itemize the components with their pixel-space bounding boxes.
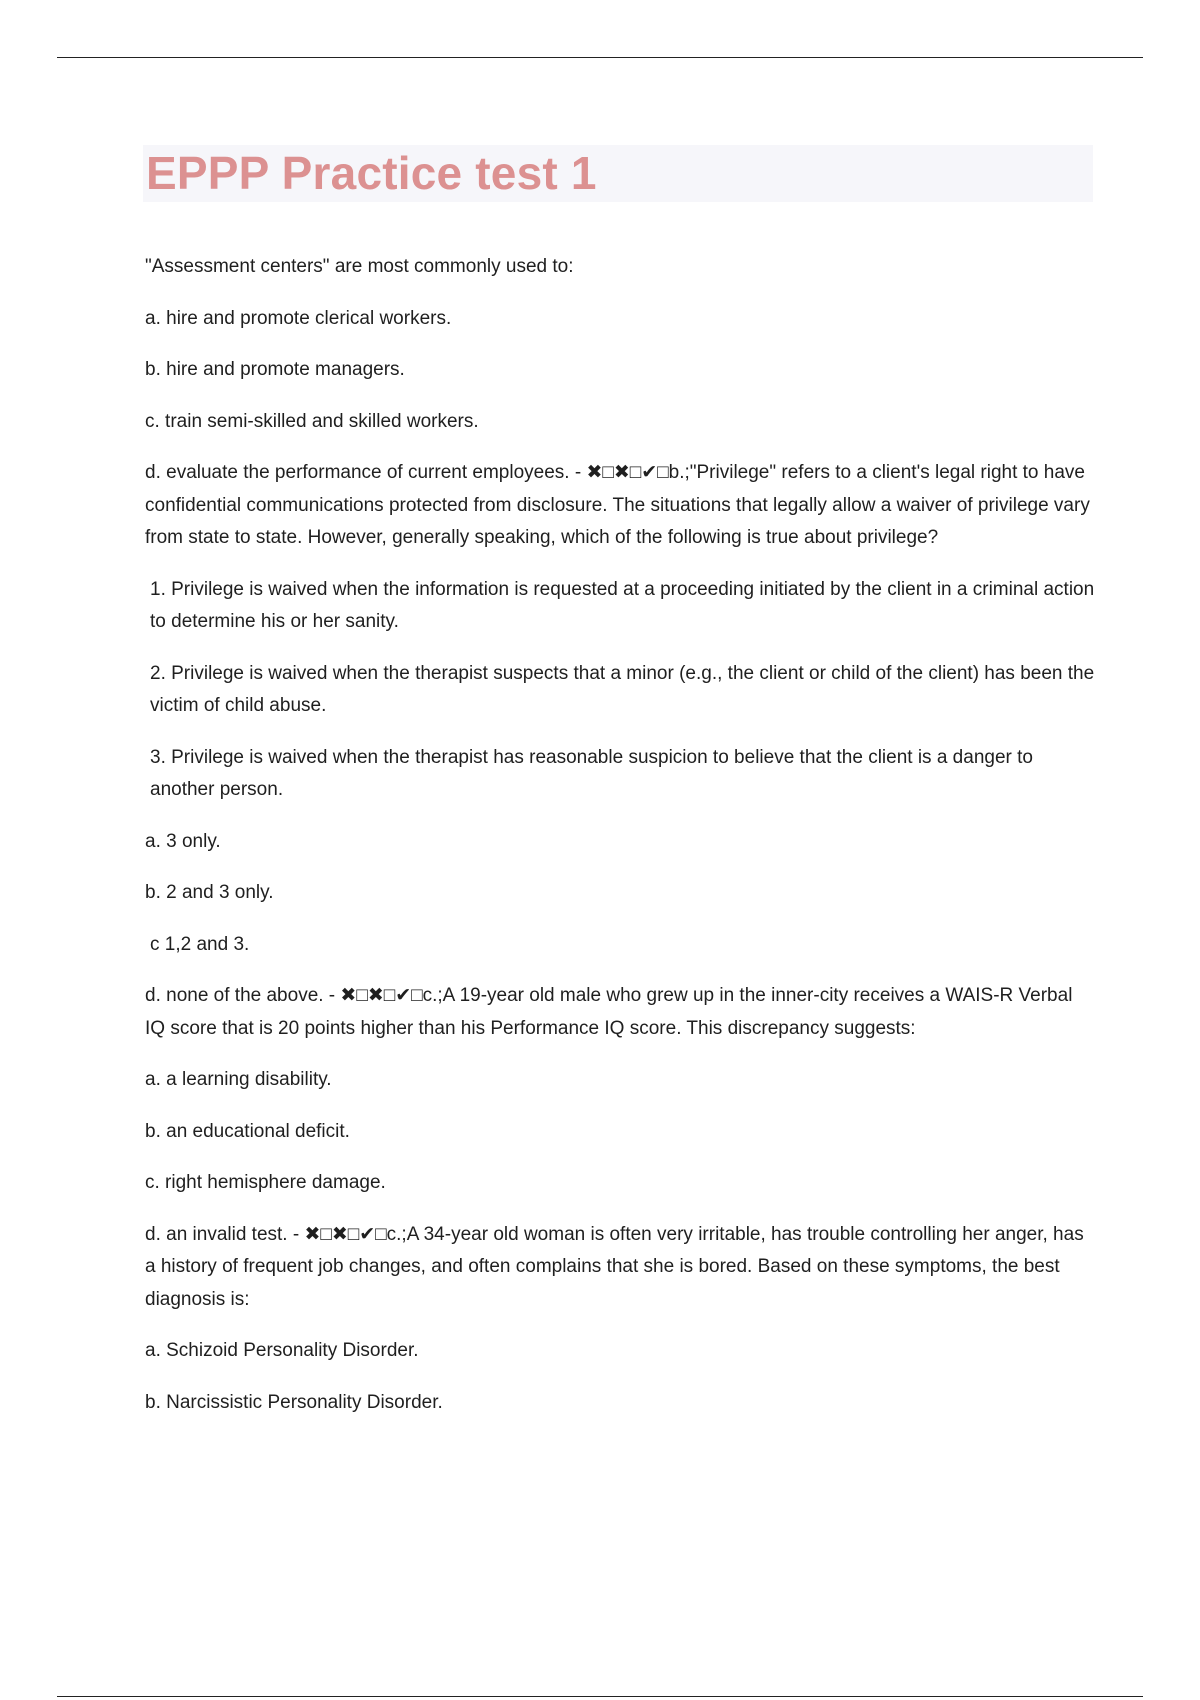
answer-option: b. Narcissistic Personality Disorder. bbox=[145, 1391, 443, 1413]
answer-option: b. an educational deficit. bbox=[145, 1120, 350, 1142]
numbered-statement: 2. Privilege is waived when the therapist suspects that a minor (e.g., the client or child of the client) has been the victim of child abuse. bbox=[150, 662, 1095, 716]
answer-option: a. Schizoid Personality Disorder. bbox=[145, 1340, 419, 1361]
answer-option: b. 2 and 3 only. bbox=[145, 882, 274, 903]
answer-option-with-next-question: d. an invalid test. - ✖□✖□✔□c.;A 34-year old woman is often very irritable, has trouble controlling her anger, has a history of frequent job changes, and often complains that she is bored. Based on these symptoms, the best diagnosis is: bbox=[145, 1223, 1084, 1310]
answer-option: c 1,2 and 3. bbox=[150, 933, 250, 955]
numbered-statement: 1. Privilege is waived when the information is requested at a proceeding initiated by the client in a criminal action to determine his or her sanity. bbox=[150, 578, 1095, 632]
answer-option: c. train semi-skilled and skilled workers. bbox=[145, 410, 479, 432]
footer-rule bbox=[57, 1696, 1143, 1697]
page-title: EPPP Practice test 1 bbox=[146, 147, 597, 199]
answer-option: a. 3 only. bbox=[145, 830, 221, 852]
answer-option-with-next-question: d. none of the above. - ✖□✖□✔□c.;A 19-year old male who grew up in the inner-city receives a WAIS-R Verbal IQ score that is 20 points higher than his Performance IQ score. This discrepancy suggests: bbox=[145, 985, 1073, 1039]
answer-option: b. hire and promote managers. bbox=[145, 359, 405, 380]
numbered-statement: 3. Privilege is waived when the therapist has reasonable suspicion to believe that the client is a danger to another person. bbox=[150, 746, 1033, 800]
question-stem: "Assessment centers" are most commonly used to: bbox=[145, 256, 574, 277]
answer-option: c. right hemisphere damage. bbox=[145, 1172, 386, 1193]
answer-option-with-next-question: d. evaluate the performance of current employees. - ✖□✖□✔□b.;"Privilege" refers to a client's legal right to have confidential communications protected from disclosure. The situations that legally allow a waiver of privilege vary from state to state. However, generally speaking, which of the following is true about privilege? bbox=[145, 462, 1090, 548]
document-body bbox=[145, 251, 1095, 1438]
answer-option: a. a learning disability. bbox=[145, 1069, 332, 1090]
header-rule bbox=[57, 57, 1143, 58]
answer-option: a. hire and promote clerical workers. bbox=[145, 307, 452, 329]
